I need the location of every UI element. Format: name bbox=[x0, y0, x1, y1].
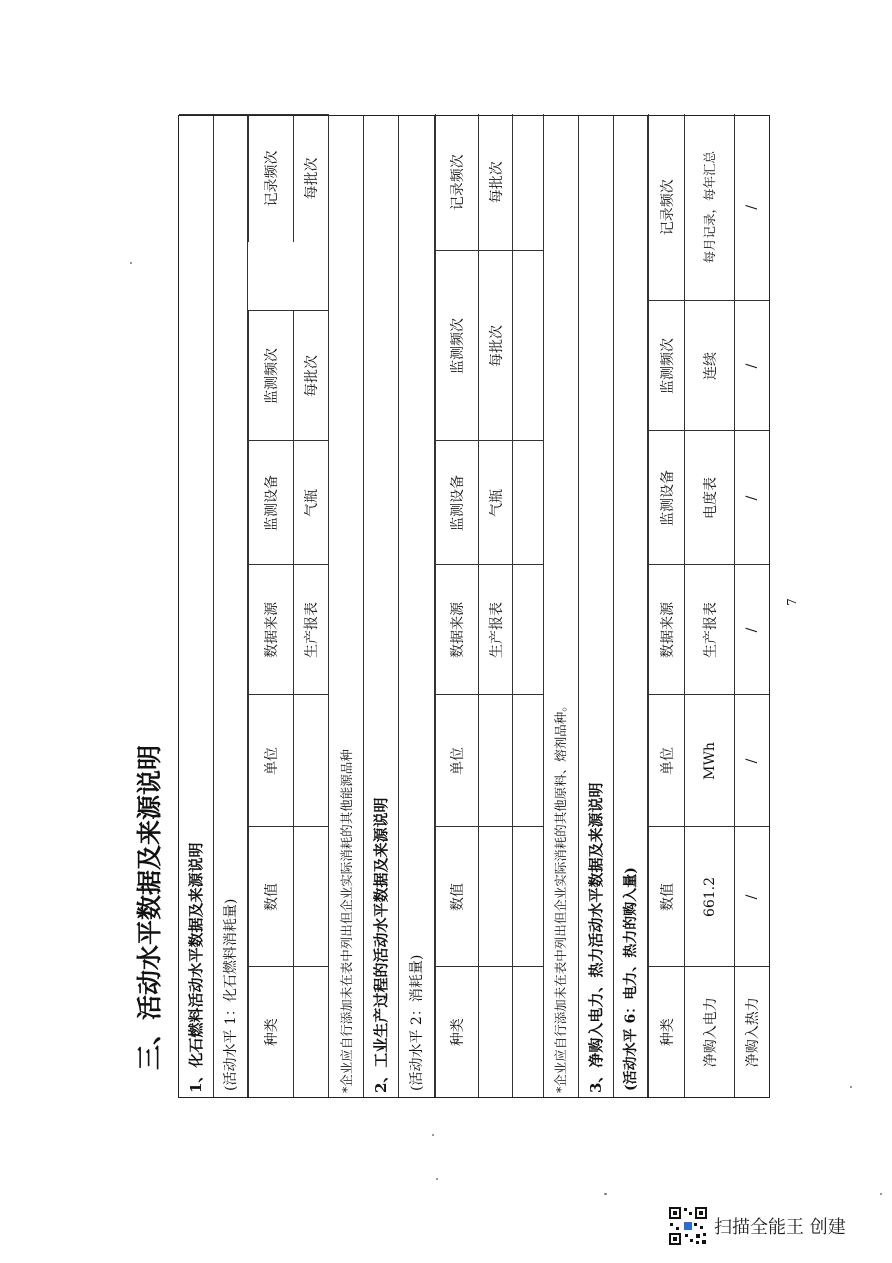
s2-empty-3 bbox=[513, 695, 544, 827]
s3-header-monitor-freq: 监测频次 bbox=[649, 301, 685, 431]
s2-empty-7 bbox=[513, 114, 544, 251]
s3-header-value: 数值 bbox=[649, 827, 685, 967]
s1-cell-record-freq: 每批次 bbox=[293, 115, 328, 243]
qr-code-icon bbox=[668, 1206, 708, 1246]
s1-cell-monitor-freq: 每批次 bbox=[294, 311, 329, 441]
s2-header-record-freq: 记录频次 bbox=[436, 114, 479, 251]
s2-empty-6 bbox=[513, 251, 544, 441]
s2-cell-monitor-freq: 每批次 bbox=[479, 251, 513, 441]
s3-row2-value: / bbox=[735, 827, 769, 967]
s3-row2-record-freq: / bbox=[735, 114, 769, 301]
section2-subtitle: (活动水平 2：消耗量) bbox=[399, 116, 435, 1097]
s3-header-record-freq: 记录频次 bbox=[649, 114, 685, 301]
s1-header-device: 监测设备 bbox=[249, 441, 294, 565]
s3-row1-value: 661.2 bbox=[685, 827, 735, 967]
section1-note: *企业应自行添加未在表中列出但企业实际消耗的其他能源品种 bbox=[328, 116, 364, 1097]
page-number: 7 bbox=[784, 598, 799, 606]
s2-cell-value bbox=[479, 827, 513, 967]
s1-cell-device: 气瓶 bbox=[294, 441, 329, 565]
s3-row2-monitor-freq: / bbox=[735, 301, 769, 431]
s2-empty-4 bbox=[513, 565, 544, 695]
scanner-watermark bbox=[668, 1206, 846, 1246]
s1-header-unit: 单位 bbox=[249, 695, 294, 827]
s2-empty-2 bbox=[513, 827, 544, 967]
s3-row1-unit: MWh bbox=[685, 695, 735, 827]
s2-empty-1 bbox=[513, 967, 544, 1097]
s1-record-blank bbox=[179, 115, 248, 243]
s1-cell-unit bbox=[294, 695, 329, 827]
s1-cell-source: 生产报表 bbox=[294, 565, 329, 695]
s1-header-source: 数据来源 bbox=[249, 565, 294, 695]
section1-record-column bbox=[179, 114, 329, 242]
s2-header-type: 种类 bbox=[436, 967, 479, 1097]
section1-subtitle: (活动水平 1：化石燃料消耗量) bbox=[214, 116, 248, 1097]
s2-header-monitor-freq: 监测频次 bbox=[436, 251, 479, 441]
s3-header-source: 数据来源 bbox=[649, 565, 685, 695]
s2-empty-5 bbox=[513, 441, 544, 565]
s3-row2-source: / bbox=[735, 565, 769, 695]
section3-table bbox=[648, 114, 769, 1097]
s2-cell-unit bbox=[479, 695, 513, 827]
activity-data-sheet bbox=[178, 115, 770, 1098]
s1-cell-type bbox=[294, 967, 329, 1097]
s3-row1-device: 电度表 bbox=[685, 431, 735, 565]
s2-header-source: 数据来源 bbox=[436, 565, 479, 695]
s1-header-value: 数值 bbox=[249, 827, 294, 967]
section2-title: 2、工业生产过程的活动水平数据及来源说明 bbox=[364, 116, 399, 1097]
s2-cell-record-freq: 每批次 bbox=[479, 114, 513, 251]
s1-header-monitor-freq: 监测频次 bbox=[249, 311, 294, 441]
s3-row1-record-freq: 每月记录，每年汇总 bbox=[685, 114, 735, 301]
section3-title: 3、净购入电力、热力活动水平数据及来源说明 bbox=[579, 116, 614, 1097]
s3-header-unit: 单位 bbox=[649, 695, 685, 827]
s3-row2-unit: / bbox=[735, 695, 769, 827]
s3-header-type: 种类 bbox=[649, 967, 685, 1097]
s3-row2-device: / bbox=[735, 431, 769, 565]
section1-title: 1、化石燃料活动水平数据及来源说明 bbox=[179, 116, 214, 1097]
s1-header-record-freq: 记录频次 bbox=[248, 115, 293, 243]
s1-header-type: 种类 bbox=[249, 967, 294, 1097]
section1-table bbox=[248, 257, 329, 1097]
s3-row1-type: 净购入电力 bbox=[685, 967, 735, 1097]
s2-cell-source: 生产报表 bbox=[479, 565, 513, 695]
watermark-text: 扫描全能王 创建 bbox=[714, 1217, 846, 1238]
s2-cell-device: 气瓶 bbox=[479, 441, 513, 565]
section2-note: *企业应自行添加未在表中列出但企业实际消耗的其他原料、熔剂品种。 bbox=[543, 116, 579, 1097]
s3-row2-type: 净购入热力 bbox=[735, 967, 769, 1097]
page-heading: 三、活动水平数据及来源说明 bbox=[135, 744, 164, 1070]
s3-header-device: 监测设备 bbox=[649, 431, 685, 565]
s3-row1-source: 生产报表 bbox=[685, 565, 735, 695]
s3-row1-monitor-freq: 连续 bbox=[685, 301, 735, 431]
s2-header-device: 监测设备 bbox=[436, 441, 479, 565]
s1-header-spacer bbox=[249, 257, 294, 311]
s1-cell-spacer bbox=[294, 257, 329, 311]
section3-subtitle: (活动水平 6：电力、热力的购入量) bbox=[614, 116, 648, 1097]
s2-header-value: 数值 bbox=[436, 827, 479, 967]
s2-header-unit: 单位 bbox=[436, 695, 479, 827]
s2-cell-type bbox=[479, 967, 513, 1097]
section2-table bbox=[435, 114, 544, 1097]
s1-cell-value bbox=[294, 827, 329, 967]
